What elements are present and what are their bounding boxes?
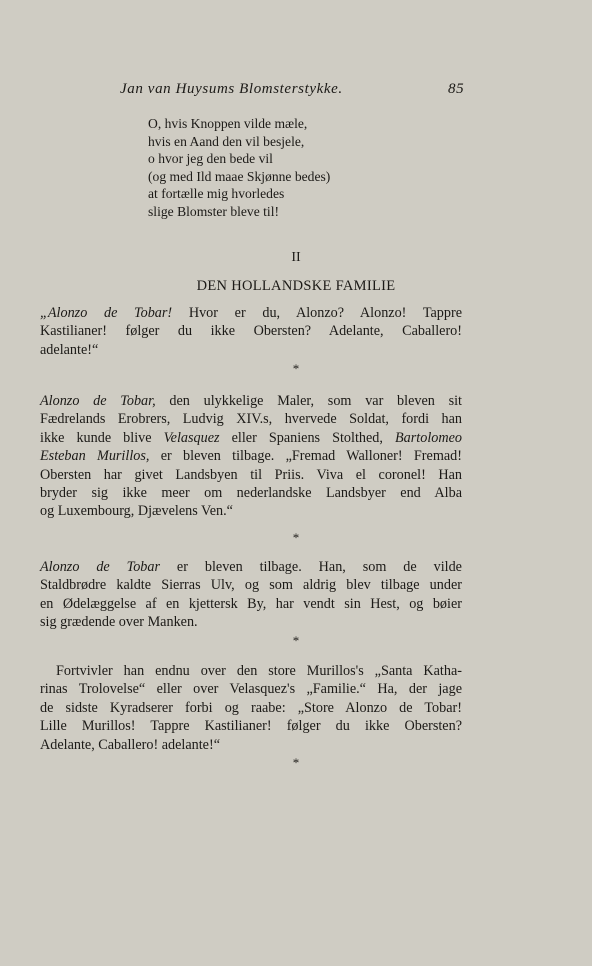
page-number: 85 [448,81,465,97]
paragraph-4 [40,662,462,754]
text-line: Esteban Murillos, er bleven tilbage. „Fremad Walloner! Fremad! [40,448,462,465]
section-title: DEN HOLLANDSKE FAMILIE [196,278,396,294]
text-line: rinas Trolovelse“ eller over Velasquez's „Familie.“ Ha, der jage [40,681,462,698]
running-title: Jan van Huysums Blomsterstykke. [120,81,343,97]
italic-name: „Alonzo de Tobar! [40,305,173,321]
section-separator: * [292,361,300,376]
poem-stanza [148,115,330,221]
running-header [0,81,592,101]
italic-name: Bartolomeo [395,429,462,446]
italic-name: Esteban Murillos, [40,448,150,465]
text-line: Fortvivler han endnu over den store Murillos's „Santa Katha- [56,663,462,679]
text-line: en Ødelæggelse af en kjettersk By, har vendt sin Hest, og bøier [40,595,462,612]
text-line: Alonzo de Tobar, den ulykkelige Maler, som var bleven sit [40,393,462,409]
section-separator: * [292,755,300,770]
text-line: Obersten har givet Landsbyen til Priis. Viva el coronel! Han [40,466,462,483]
text-line: bryder sig ikke meer om nederlandske Landsbyer end Alba [40,485,462,502]
text-line: og Luxembourg, Djævelens Ven.“ [40,503,233,520]
section-separator: * [292,633,300,648]
poem-line: slige Blomster bleve til! [148,203,280,219]
section-separator: * [292,530,300,545]
paragraph-2 [40,392,462,521]
italic-name: Velasquez [163,429,220,446]
text-line: sig grædende over Manken. [40,614,198,631]
text-line: „Alonzo de Tobar! Hvor er du, Alonzo? Alonzo! Tappre [40,305,463,321]
poem-line: at fortælle mig hvorledes [148,186,285,202]
text-line: Adelante, Caballero! adelante!“ [40,736,221,753]
poem-line: hvis en Aand den vil besjele, [148,133,305,149]
poem-line: o hvor jeg den bede vil [148,151,273,167]
text-line: Alonzo de Tobar er bleven tilbage. Han, som de vilde [40,559,462,575]
poem-line: (og med Ild maae Skjønne bedes) [148,168,331,184]
text-line: adelante!“ [40,341,99,358]
italic-name: Alonzo de Tobar, [40,393,156,409]
text-line: Staldbrødre kaldte Sierras Ulv, og som aldrig blev tilbage under [40,577,462,594]
text-line: de sidste Kyradserer forbi og raabe: „Store Alonzo de Tobar! [40,699,462,716]
text-line: Lille Murillos! Tappre Kastilianer! følger du ikke Obersten? [40,718,462,735]
text-line: Kastilianer! følger du ikke Obersten? Adelante, Caballero! [40,323,462,340]
text-line: Fædrelands Erobrers, Ludvig XIV.s, hvervede Soldat, fordi han [40,411,462,428]
paragraph-3 [40,558,462,632]
paragraph-1 [40,304,462,359]
italic-name: Alonzo de Tobar [40,559,161,575]
text-line: ikke kunde blive Velasquez eller Spaniens Stolthed, Bartolomeo [40,429,462,446]
poem-line: O, hvis Knoppen vilde mæle, [148,116,308,131]
section-number: II [291,250,301,265]
